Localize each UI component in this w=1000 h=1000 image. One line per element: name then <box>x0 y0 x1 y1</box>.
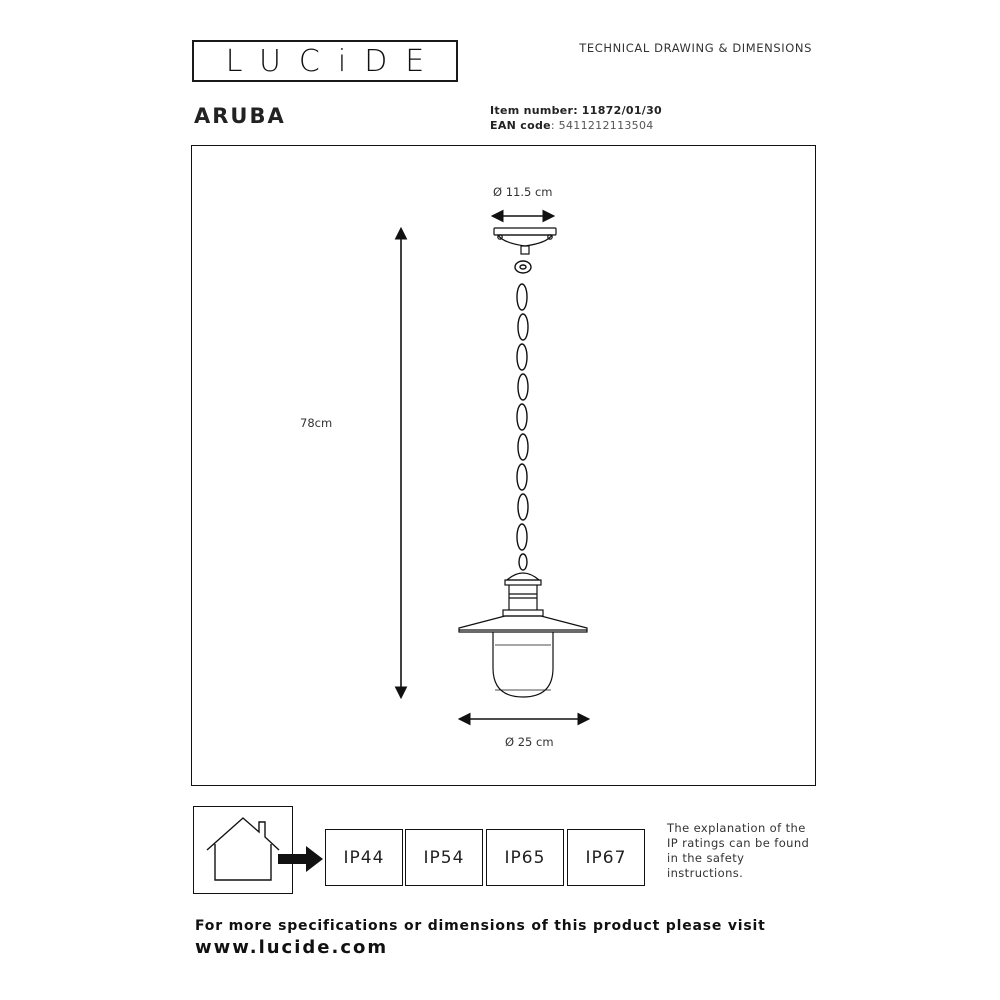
ip65-badge: IP65 <box>486 829 564 886</box>
product-name: ARUBA <box>194 104 286 128</box>
lamp-head <box>459 573 587 697</box>
height-label: 78cm <box>300 416 333 430</box>
section-title: TECHNICAL DRAWING & DIMENSIONS <box>579 41 812 55</box>
ip67-badge: IP67 <box>567 829 645 886</box>
ip54-badge: IP54 <box>405 829 483 886</box>
ceiling-canopy <box>494 228 556 254</box>
shade-diameter-label: Ø 25 cm <box>505 735 554 749</box>
item-number-value: 11872/01/30 <box>581 104 663 117</box>
chain <box>515 261 531 570</box>
canopy-diameter-label: Ø 11.5 cm <box>493 185 553 199</box>
ean-label: EAN code <box>490 119 551 132</box>
ean-value: : 5411212113504 <box>550 119 654 132</box>
brand-logo: LUCiDE <box>225 43 443 79</box>
ip44-badge: IP44 <box>325 829 403 886</box>
arrow-right-icon <box>276 844 326 874</box>
footer-text: For more specifications or dimensions of this product please visit <box>195 918 766 934</box>
website-link[interactable]: www.lucide.com <box>195 937 389 958</box>
ip-explanation-note: The explanation of the IP ratings can be found in the safety instructions. <box>667 821 810 880</box>
item-number-label: Item number: <box>490 104 578 117</box>
